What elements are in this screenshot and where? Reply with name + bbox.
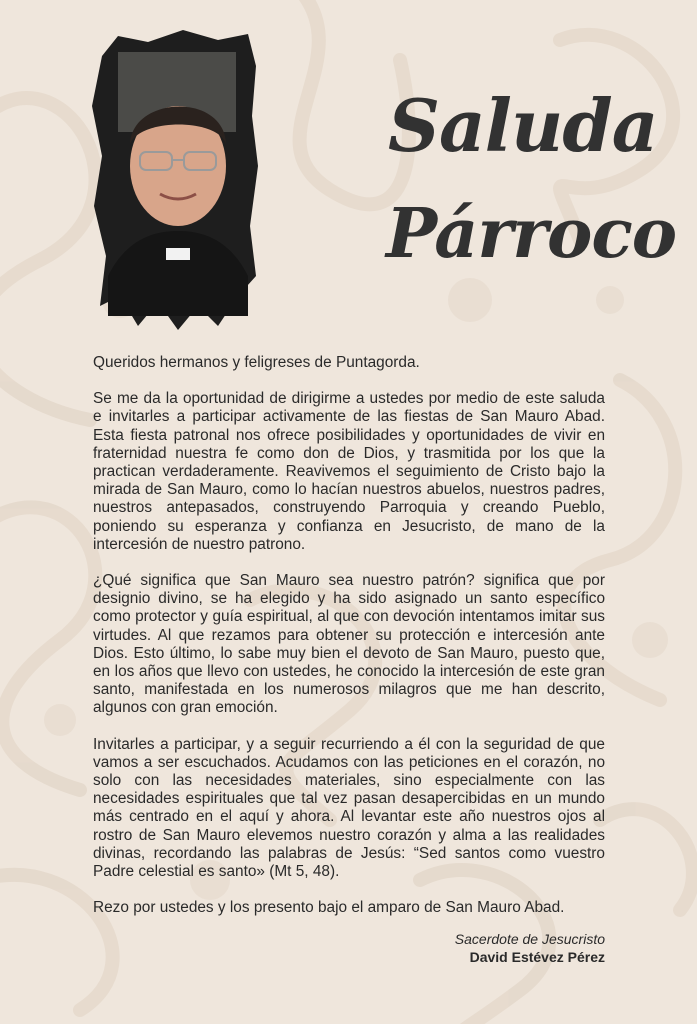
signature-name: David Estévez Pérez bbox=[469, 949, 605, 965]
letter-body bbox=[93, 354, 605, 935]
letter-closing: Rezo por ustedes y los presento bajo el amparo de San Mauro Abad. bbox=[93, 899, 565, 917]
title-line-parroco: Párroco bbox=[386, 194, 677, 274]
priest-portrait bbox=[88, 26, 264, 332]
letter-paragraph-3: Invitarles a participar, y a seguir recurriendo a él con la seguridad de que vamos a ser escuchados. Acudamos con las peticiones en el corazón, no solo con las necesidades materiales, sino especialmente con las necesidades espirituales que tal vez pasan desapercibidas en un mundo más centrado en el aquí y ahora. Al levantar este año nuestros ojos al rostro de San Mauro elevemos nuestro corazón y alma a las realidades divinas, recordando las palabras de Jesús: “Sed santos como vuestro Padre celestial es santo» (Mt 5, 48). bbox=[93, 735, 605, 881]
page-title bbox=[386, 70, 686, 286]
letter-paragraph-1: Se me da la oportunidad de dirigirme a ustedes por medio de este saluda e invitarles a participar activamente de las fiestas de San Mauro Abad. Esta fiesta patronal nos ofrece posibilidades y oportunidades de vivir en fraternidad nuestra fe como don de Dios, y trasmitida por los que la practican verdaderamente. Reavivemos el seguimiento de Cristo bajo la mirada de San Mauro, como lo hacían nuestros abuelos, nuestros padres, nuestros antepasados, construyendo Parroquia y creando Pueblo, poniendo su esperanza y confianza en Jesucristo, de mano de la intercesión de nuestro patrono. bbox=[93, 390, 605, 553]
signature-block bbox=[455, 930, 605, 966]
letter-paragraph-2: ¿Qué significa que San Mauro sea nuestro patrón? significa que por designio divino, se ha elegido y ha sido asignado un santo específico como protector y guía espiritual, al que con devoción intentamos imitar sus virtudes. Al que rezamos para obtener su protección e intercesión ante Dios. Esto último, lo sabe muy bien el devoto de San Mauro, puesto que, en los años que llevo con ustedes, he conocido la intercesión de este gran santo, manifestada en los numerosos milagros que me han descrito, algunos con gran emoción. bbox=[93, 572, 605, 717]
title-line-saluda: Saluda bbox=[388, 83, 658, 168]
signature-role: Sacerdote de Jesucristo bbox=[454, 931, 605, 947]
letter-greeting: Queridos hermanos y feligreses de Puntagorda. bbox=[93, 354, 420, 371]
